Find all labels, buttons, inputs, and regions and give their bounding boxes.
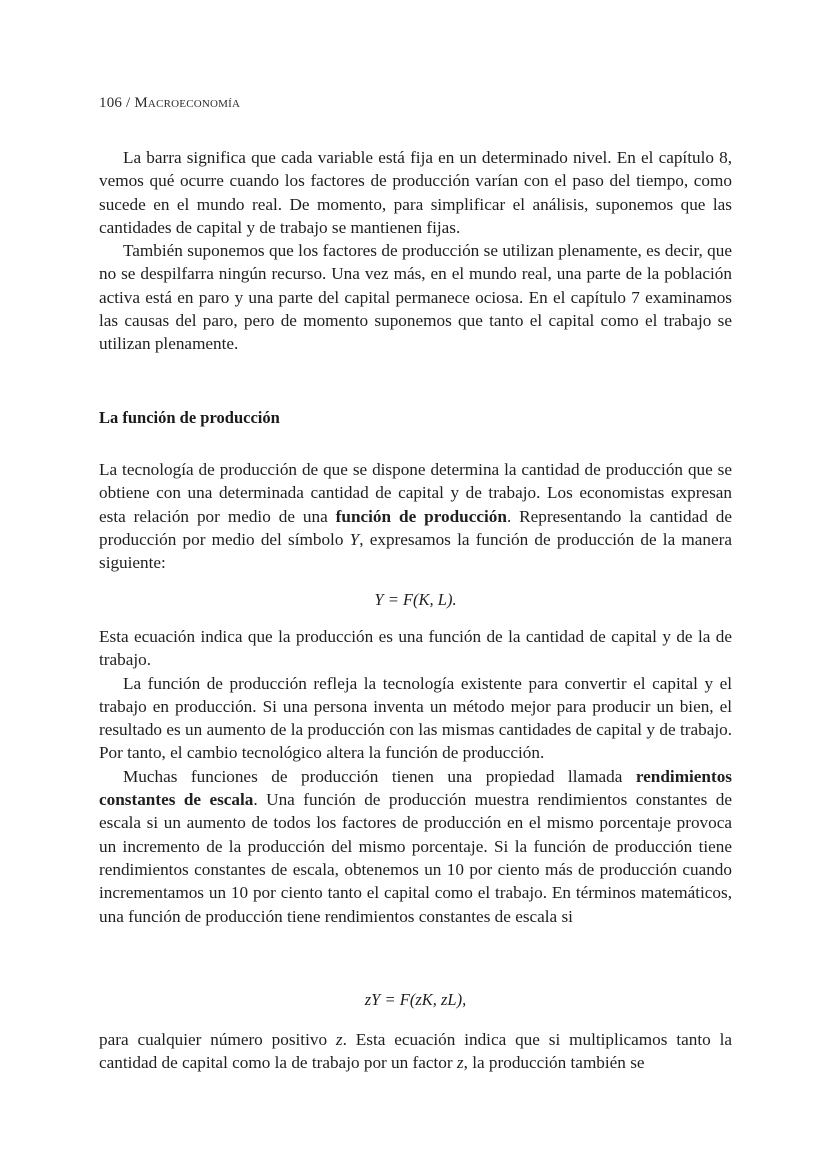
- scaling-text-cont: . Esta ecuación indica que si multiplicamos tanto la cantidad de capital como la de trabajo por un factor: [99, 1030, 732, 1073]
- opening-paragraphs: [99, 146, 732, 356]
- equation-constant-returns: zY = F(zK, zL),: [364, 990, 467, 1009]
- scaling-text-end: , la producción también se: [463, 1053, 645, 1073]
- running-head: [99, 95, 240, 112]
- intro-text-cont: . Representando la cantidad de producción por medio del símbolo: [99, 506, 733, 549]
- returns-text-cont: . Una función de producción muestra rendimientos constantes de escala si un aumento de todos los factores de producción en el mismo porcentaje provoca un incremento de la producción del mismo porcentaje. Si la función de producción tiene rendimientos constantes de escala, obtenemos un 10 por ciento más de producción cuando incrementamos un 10 por ciento tanto el capital como el trabajo. En términos matemáticos, una función de producción tiene rendimientos constantes de escala si: [99, 790, 732, 926]
- page-number: 106: [99, 95, 123, 111]
- paragraph-scaling: [99, 1028, 732, 1075]
- symbol-z: z: [456, 1053, 464, 1073]
- returns-text: Muchas funciones de producción tienen una propiedad llamada: [123, 766, 636, 786]
- paragraph-constant-returns: [99, 765, 732, 928]
- running-head-separator: /: [122, 95, 135, 111]
- book-title: Macroeconomía: [134, 95, 241, 111]
- symbol-y: Y: [349, 529, 360, 549]
- term-constant-returns: rendimientos constantes de escala: [99, 766, 732, 810]
- intro-text-end: , expresamos la función de producción de la manera siguiente:: [99, 529, 733, 573]
- paragraph-intro: [99, 458, 732, 574]
- equation-production-function: Y = F(K, L).: [374, 590, 457, 609]
- paragraph-technology: La función de producción refleja la tecnología existente para convertir el capital y el trabajo en producción. Si una persona inventa un método mejor para producir un bien, el resultado es un aumento de la producción con las mismas cantidades de capital y de trabajo. Por tanto, el cambio tecnológico altera la función de producción.: [99, 673, 732, 763]
- section-heading: La función de producción: [99, 408, 280, 427]
- paragraph-fixed-factors: La barra significa que cada variable está fija en un determinado nivel. En el capítulo 8, vemos qué ocurre cuando los factores de producción varían con el paso del tiempo, como sucede en el mundo real. De momento, para simplificar el análisis, suponemos que las cantidades de capital y de trabajo se mantienen fijas.: [99, 148, 732, 237]
- production-function-intro: [99, 458, 732, 574]
- paragraph-full-employment: También suponemos que los factores de producción se utilizan plenamente, es decir, que no se despilfarra ningún recurso. Una vez más, en el mundo real, una parte de la población activa está en paro y una parte del capital permanece ociosa. En el capítulo 7 examinamos las causas del paro, pero de momento suponemos que tanto el capital como el trabajo se utilizan plenamente.: [99, 241, 732, 354]
- closing-paragraph: [99, 1028, 732, 1075]
- paragraph-equation-meaning: Esta ecuación indica que la producción es una función de la cantidad de capital y de la de trabajo.: [99, 627, 732, 670]
- symbol-z: z: [335, 1030, 343, 1049]
- scaling-text: para cualquier número positivo: [99, 1030, 336, 1049]
- intro-text: La tecnología de producción de que se dispone determina la cantidad de producción que se obtiene con una determinada cantidad de capital y de trabajo. Los economistas expresan esta relación por medio de una: [99, 460, 732, 526]
- production-function-body: [99, 625, 732, 928]
- term-production-function: función de producción: [335, 506, 507, 526]
